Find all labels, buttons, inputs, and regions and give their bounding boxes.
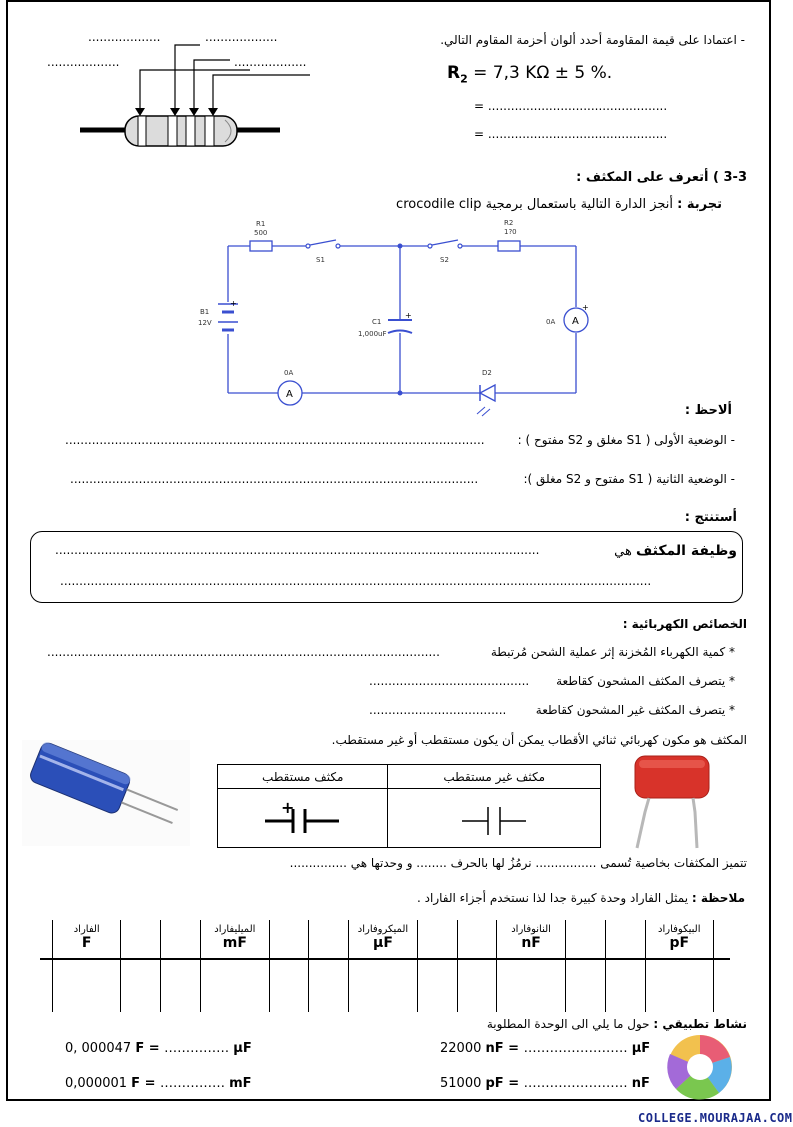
observation-2: - الوضعية الثانية ( S1 مفتوح و S2 مغلق ): (523, 472, 735, 486)
capacitor-heading: 3-3 ) أتعرف على المكثف : (576, 170, 747, 185)
header-polarized: مكثف مستقطب (218, 765, 388, 789)
property-3-blank: .................................... (369, 703, 507, 717)
ammeter-left (278, 381, 302, 405)
resistor-r1 (250, 241, 272, 251)
capacity-sentence: تتميز المكثفات بخاصية تُسمى ................ نرمُزُ لها بالحرف ........ و وحدتها هي ............... (289, 856, 747, 870)
label-d2: D2 (482, 369, 492, 377)
site-logo (664, 1032, 736, 1102)
band-blank-4: ................... (234, 55, 307, 69)
unit-pico-col: البيكوفاراد pF (645, 920, 714, 1012)
conversion-4: 51000 pF = …………………… nF (440, 1076, 650, 1091)
svg-text:+: + (280, 797, 295, 817)
band-blank-1: ................... (88, 30, 161, 44)
label-ammeter-right: 0A (546, 318, 556, 326)
exercise-heading: نشاط تطبيقي : حول ما يلي الى الوحدة المطلوبة (486, 1017, 747, 1031)
unit-col (121, 920, 161, 1012)
non-polarized-capacitor-symbol (454, 795, 534, 839)
diode-d2 (477, 385, 495, 416)
switch-s2 (428, 240, 462, 248)
property-2: * يتصرف المكثف المشحون كقاطعة (556, 674, 735, 688)
label-r1: R1 (256, 220, 266, 228)
circuit-diagram (190, 212, 590, 417)
property-1-blank: ....................................................................................................... (47, 645, 440, 659)
function-line: وظيفة المكثف هي (614, 543, 737, 559)
resistor-r2 (498, 241, 520, 251)
observation-2-blank: ........................................................................................................... (70, 472, 479, 486)
polarized-capacitor-symbol (263, 795, 343, 839)
resistance-value: $R_2 = 7,3$ KΩ ± 5 %. (447, 63, 613, 86)
film-capacitor-image (627, 752, 717, 850)
capacitor-symbols-table (217, 764, 601, 848)
svg-text:+: + (230, 299, 237, 308)
svg-text:A: A (572, 316, 579, 327)
label-r1-value: 500 (254, 229, 268, 237)
svg-text:+: + (405, 311, 412, 320)
unit-col (309, 920, 349, 1012)
symbol-polarized-cell (218, 789, 388, 848)
svg-text:A: A (286, 389, 293, 400)
observe-label: ألاحظ : (684, 403, 732, 418)
equation-line-1: = ............................................... (474, 99, 668, 113)
band-blank-3: ................... (47, 55, 120, 69)
unit-col (565, 920, 605, 1012)
function-blank-2: ........................................................................................................................................................... (60, 574, 652, 588)
unit-col (417, 920, 457, 1012)
electrolytic-capacitor-image (22, 740, 190, 846)
function-blank-1: ............................................................................................................................... (55, 543, 540, 557)
conclude-label: أستنتج : (684, 510, 737, 525)
header-non-polarized: مكثف غير مستقطب (388, 765, 601, 789)
unit-col (605, 920, 645, 1012)
property-1: * كمية الكهرباء المُخزنة إثر عملية الشحن مُرتبطة (490, 645, 735, 659)
dipole-definition: المكثف هو مكون كهربائي ثنائي الأقطاب يمكن أن يكون مستقطب أو غير مستقطب. (331, 733, 747, 747)
band-blank-2: ................... (205, 30, 278, 44)
resistor-instruction: - اعتمادا على قيمة المقاومة أحدد ألوان أحزمة المقاوم التالي. (440, 33, 745, 47)
unit-col (457, 920, 497, 1012)
label-battery: B1 (200, 308, 210, 316)
symbol-non-polarized-cell (388, 789, 601, 848)
observation-1-blank: .............................................................................................................. (65, 433, 485, 447)
equation-line-2: = ............................................... (474, 127, 668, 141)
properties-heading: الخصائص الكهربائية : (622, 617, 747, 631)
conversion-3: 0,000001 F = …………… mF (65, 1076, 252, 1091)
unit-micro-col: الميكروفاراد µF (349, 920, 417, 1012)
label-ammeter-left: 0A (284, 369, 294, 377)
conclusion-box (30, 531, 743, 603)
conversion-1: 0, 000047 F = …………… µF (65, 1041, 252, 1056)
unit-col (161, 920, 201, 1012)
unit-farad-col: الفاراد F (53, 920, 121, 1012)
note-line: ملاحظة : يمثل الفاراد وحدة كبيرة جدا لذا نستخدم أجزاء الفاراد . (417, 891, 745, 905)
label-c1: C1 (372, 318, 382, 326)
label-r2: R2 (504, 219, 514, 227)
resistor-diagram (80, 40, 320, 160)
property-3: * يتصرف المكثف غير المشحون كقاطعة (535, 703, 735, 717)
unit-milli-col: الميليفاراد mF (201, 920, 269, 1012)
units-conversion-table (52, 920, 714, 1012)
label-s1: S1 (316, 256, 325, 264)
label-c1-value: 1,000uF (358, 330, 387, 338)
capacitor-c1 (388, 320, 412, 333)
site-footer: COLLEGE.MOURAJAA.COM (638, 1111, 793, 1125)
svg-text:+: + (582, 303, 589, 312)
property-2-blank: .......................................... (369, 674, 530, 688)
switch-s1 (306, 240, 340, 248)
label-r2-value: 1?0 (504, 228, 517, 236)
unit-nano-col: النانوفاراد nF (497, 920, 565, 1012)
label-battery-value: 12V (198, 319, 212, 327)
observation-1: - الوضعية الأولى ( S1 مغلق و S2 مفتوح ) : (517, 433, 735, 447)
unit-col (269, 920, 309, 1012)
experiment-line: تجربة : أنجز الدارة التالية باستعمال برمجية crocodile clip (396, 197, 722, 212)
label-s2: S2 (440, 256, 449, 264)
conversion-2: 22000 nF = …………………… µF (440, 1041, 651, 1056)
